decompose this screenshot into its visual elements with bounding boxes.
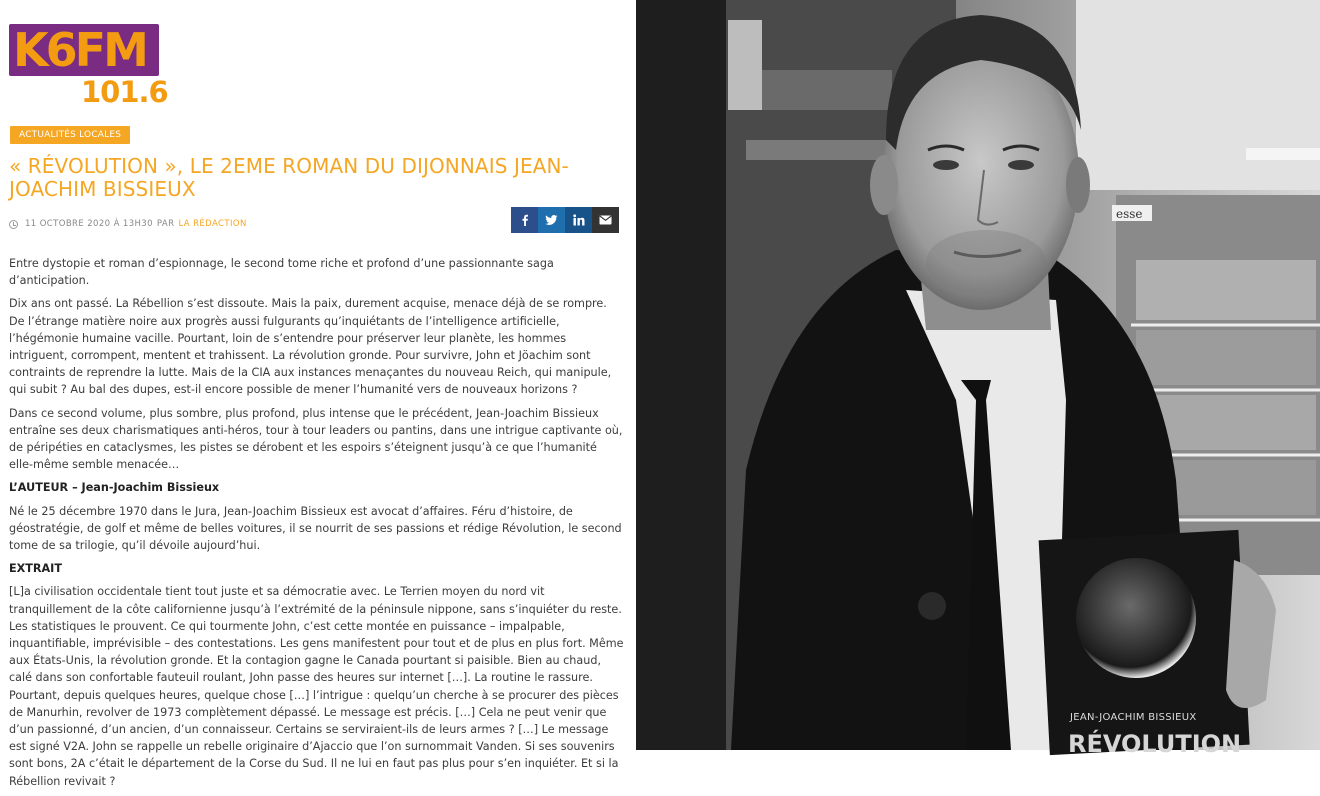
facebook-icon — [519, 214, 531, 226]
author-heading: L’AUTEUR – Jean-Joachim Bissieux — [9, 481, 220, 495]
article-by: PAR — [156, 219, 175, 229]
article-date: 11 OCTOBRE 2020 À 13H30 — [25, 219, 153, 229]
article-body — [9, 255, 624, 796]
site-logo[interactable] — [9, 23, 168, 110]
article-paragraph: [L]a civilisation occidentale tient tout juste et sa démocratie avec. Le Terrien moyen du nord vit tranquillement de la côte californienne jusqu’à l’extrémité de la péninsule nippone, sans s’inquiéter du reste. Les statistiques le prouvent. Ce qui tourmente John, c’est cette montée en puissance – impalpable, inquantifiable, imprévisible – des contestations. Les gens manifestent pour tout et de plus en plus fort. Même aux États-Unis, la révolution gronde. Et la contagion gagne le Canada pourtant si paisible. Bien au chaud, calé dans son confortable fauteuil roulant, John passe des heures sur internet […]. La routine le rassure. Pourtant, depuis quelques heures, quelque chose […] l’intrigue : quelqu’un cherche à se procurer des pièces de Manurhin, revolver de 1973 complètement dépassé. Le message est précis. […] Cela ne peut venir que d’un passionné, d’un ancien, d’un connaisseur. Certains se serviraient-ils de leurs armes ? […] Le message est signé V2A. John se rappelle un rebelle originaire d’Ajaccio que l’on surnommait Vanden. Si ses souvenirs sont bons, 2A c’était le département de la Corse du Sud. Il ne lui en faut pas plus pour s’en inquiéter. Et si la Rébellion revivait ? — [9, 585, 624, 788]
article-paragraph: Né le 25 décembre 1970 dans le Jura, Jean-Joachim Bissieux est avocat d’affaires. Féru d’histoire, de géostratégie, de golf et même de belles voitures, il se nourrit de ses passions et rédige Révolution, le second tome de sa trilogie, qu’il dévoile aujourd’hui. — [9, 504, 622, 553]
twitter-icon — [545, 214, 558, 226]
book-author: JEAN-JOACHIM BISSIEUX — [1070, 712, 1197, 723]
article-author-link[interactable]: LA RÉDACTION — [178, 219, 247, 229]
author-photo-image — [636, 0, 1320, 758]
author-photo — [636, 0, 1320, 758]
share-facebook-button[interactable] — [511, 207, 538, 233]
extract-heading: EXTRAIT — [9, 562, 62, 576]
share-twitter-button[interactable] — [538, 207, 565, 233]
share-email-button[interactable] — [592, 207, 619, 233]
article-intro: Entre dystopie et roman d’espionnage, le second tome riche et profond d’une passionnante saga d’anticipation. — [9, 257, 554, 288]
book-cover — [1039, 530, 1250, 758]
linkedin-icon — [573, 214, 585, 226]
article-meta — [9, 219, 247, 229]
article-paragraph: Dans ce second volume, plus sombre, plus profond, plus intense que le précédent, Jean-Joachim Bissieux entraîne ses deux charismatiques anti-héros, tour à tour leaders ou pantins, dans une intrigue captivante où, de péripéties en cataclysmes, les pistes se dérobent et les espoirs s’éteignent jusqu’à ce que l’humanité elle-même semble menacée… — [9, 406, 623, 472]
logo-letters: K6FM — [13, 23, 146, 77]
logo-badge — [9, 24, 159, 76]
article-panel — [0, 0, 636, 788]
article-paragraph: Dix ans ont passé. La Rébellion s’est dissoute. Mais la paix, durement acquise, menace déjà de se rompre. De l’étrange matière noire aux progrès aussi fulgurants qu’inquiétants de l’intelligence artificielle, l’hégémonie humaine vacille. Pourtant, loin de s’entendre pour préserver leur planète, les hommes intriguent, corrompent, mentent et trahissent. La révolution gronde. Pour survivre, John et Jöachim sont contraints de reprendre la lutte. Mais de la CIA aux instances menaçantes du nouveau Reich, qui manipule, qui subit ? Au bal des dupes, est-il encore possible de mener l’humanité vers de nouveaux horizons ? — [9, 297, 612, 397]
book-title: RÉVOLUTION — [1068, 730, 1242, 758]
shelf-sign: esse — [1116, 207, 1143, 221]
email-icon — [599, 215, 612, 225]
logo-frequency: 101.6 — [81, 75, 168, 109]
share-buttons — [511, 207, 619, 233]
clock-icon — [9, 220, 18, 229]
category-badge[interactable]: ACTUALITÉS LOCALES — [10, 126, 130, 144]
article-title: « RÉVOLUTION », LE 2EME ROMAN DU DIJONNAIS JEAN-JOACHIM BISSIEUX — [9, 154, 569, 201]
share-linkedin-button[interactable] — [565, 207, 592, 233]
